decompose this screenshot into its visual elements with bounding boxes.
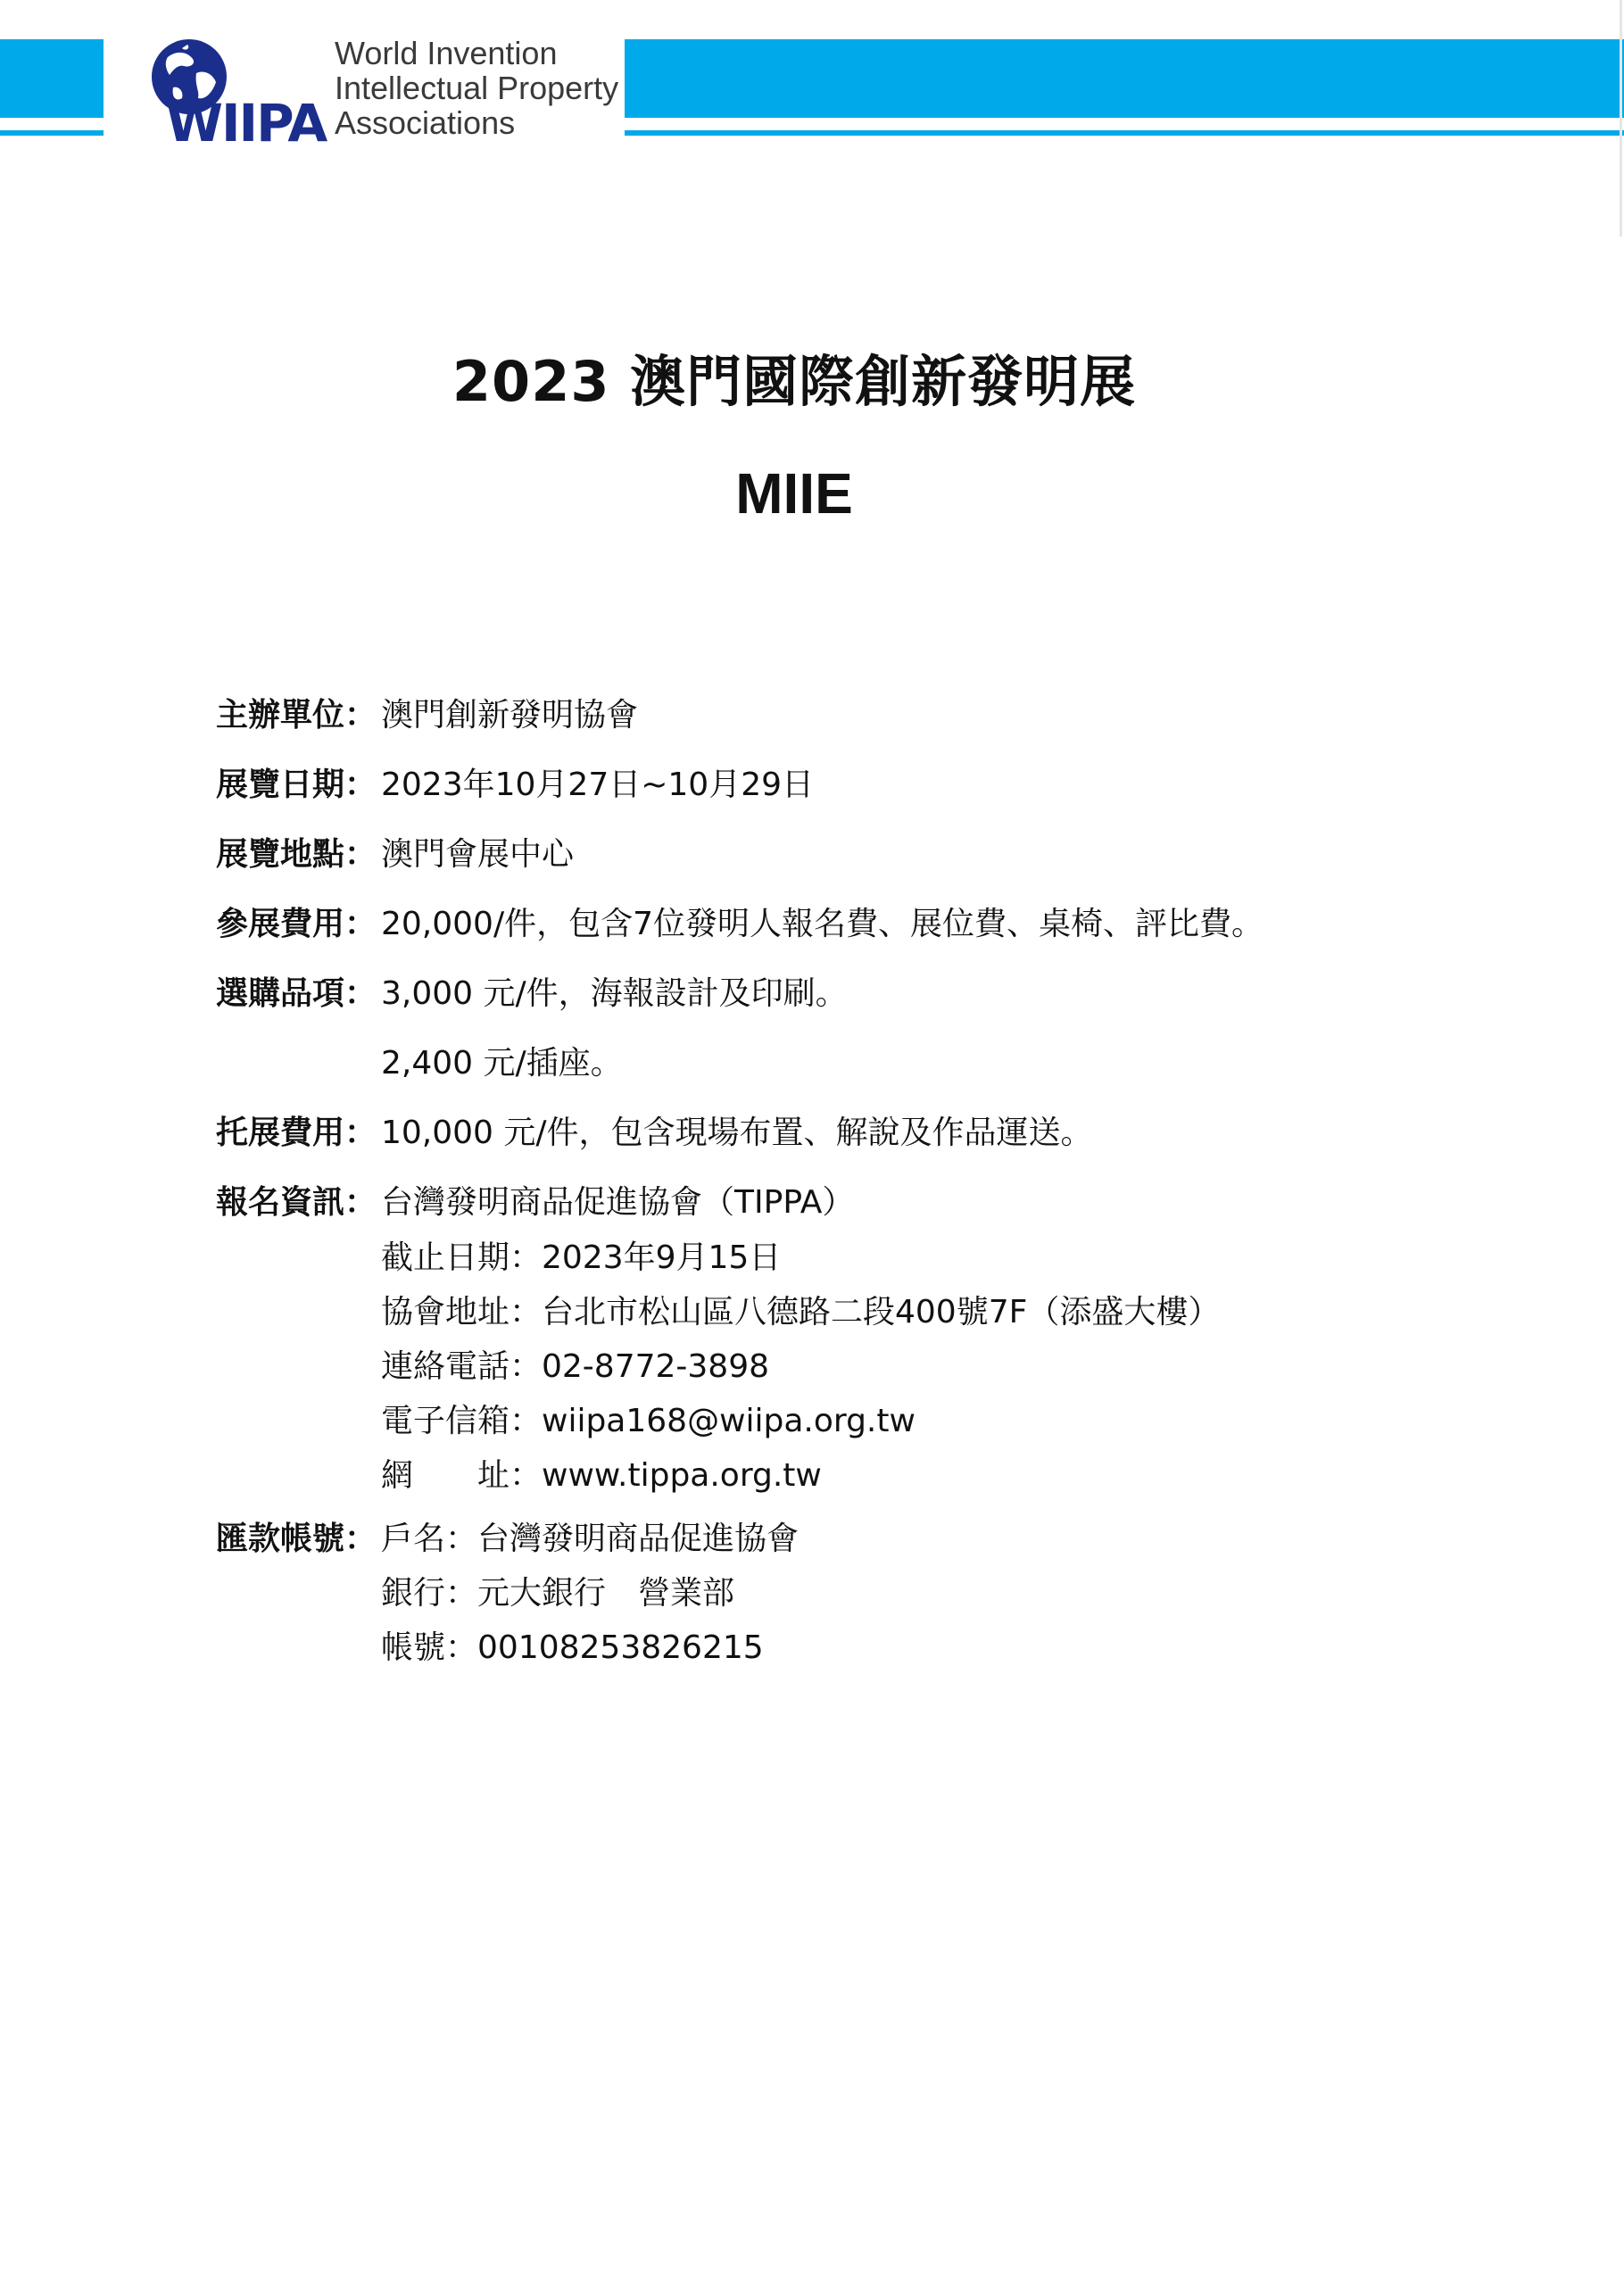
- row-value: 2023年10月27日~10月29日: [381, 767, 815, 803]
- bank-account-number: 帳號：00108253826215: [381, 1629, 764, 1666]
- info-row-purchase: [216, 974, 848, 1014]
- header-band-left: [0, 39, 104, 118]
- row-value: 20,000/件，包含7位發明人報名費、展位費、桌椅、評比費。: [381, 906, 1264, 942]
- info-row-registration: [216, 1183, 854, 1223]
- wiipa-logo: [134, 37, 332, 145]
- info-row-fee: [216, 905, 1264, 944]
- registration-website: 網 址：www.tippa.org.tw: [381, 1457, 822, 1494]
- org-name: [335, 36, 618, 140]
- org-name-line3: Associations: [335, 104, 516, 141]
- row-label: 主辦單位：: [216, 697, 377, 734]
- row-label: 托展費用：: [216, 1115, 377, 1151]
- org-name-line2: Intellectual Property: [335, 70, 619, 106]
- row-label: 報名資訊：: [216, 1184, 377, 1221]
- row-value: 澳門創新發明協會: [381, 697, 639, 734]
- header-band-right: [625, 39, 1624, 118]
- row-label: 展覽日期：: [216, 767, 377, 803]
- row-label: 選購品項：: [216, 975, 377, 1012]
- info-row-dates: [216, 766, 814, 805]
- row-value: 戶名：台灣發明商品促進協會: [381, 1521, 800, 1557]
- bank-name: 銀行：元大銀行 營業部: [381, 1575, 735, 1612]
- page-edge-line: [1620, 0, 1622, 236]
- registration-phone: 連絡電話：02-8772-3898: [381, 1348, 770, 1385]
- page-title: 2023 澳門國際創新發明展: [452, 349, 1137, 414]
- purchase-extra-item: 2,400 元/插座。: [381, 1045, 623, 1082]
- org-name-line1: World Invention: [335, 35, 558, 71]
- row-label: 匯款帳號：: [216, 1521, 377, 1557]
- header-line-left: [0, 130, 104, 136]
- row-value: 澳門會展中心: [381, 836, 575, 873]
- info-row-consign-fee: [216, 1114, 1093, 1153]
- info-row-organizer: [216, 696, 638, 735]
- svg-text:WIIPA: WIIPA: [166, 93, 327, 145]
- header-line-right: [625, 130, 1624, 136]
- row-label: 展覽地點：: [216, 836, 377, 873]
- row-value: 台灣發明商品促進協會（TIPPA）: [381, 1184, 855, 1221]
- row-value: 3,000 元/件，海報設計及印刷。: [381, 975, 848, 1012]
- row-label: 參展費用：: [216, 906, 377, 942]
- page-subtitle: MIIE: [735, 461, 853, 526]
- registration-address: 協會地址：台北市松山區八德路二段400號7F（添盛大樓）: [381, 1294, 1221, 1330]
- row-value: 10,000 元/件，包含現場布置、解說及作品運送。: [381, 1115, 1093, 1151]
- info-row-venue: [216, 835, 574, 874]
- info-row-bank-account: [216, 1520, 799, 1559]
- registration-email: 電子信箱：wiipa168@wiipa.org.tw: [381, 1403, 916, 1439]
- registration-deadline: 截止日期：2023年9月15日: [381, 1239, 782, 1276]
